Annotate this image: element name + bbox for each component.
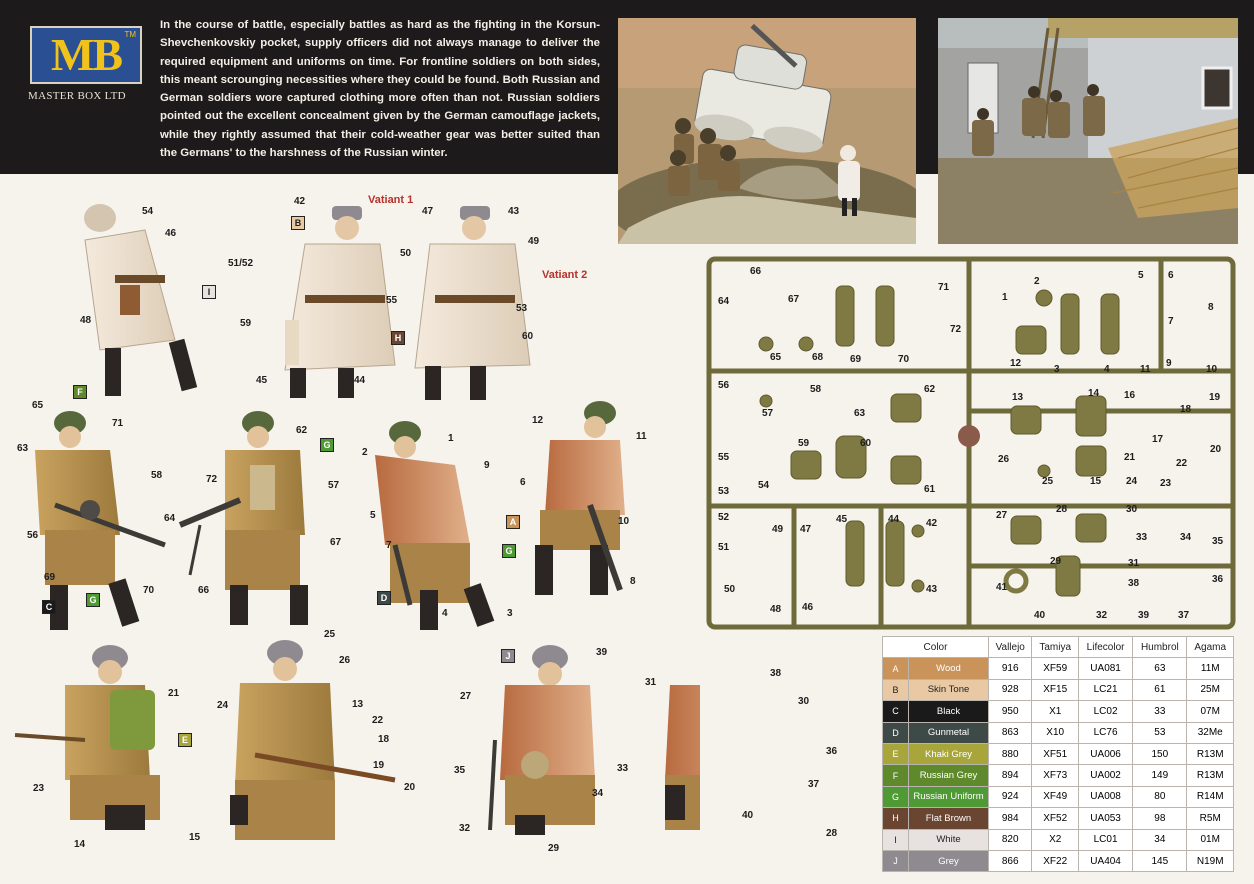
sprue-part-number: 7 bbox=[1168, 316, 1174, 327]
callout-number: 1 bbox=[448, 433, 454, 444]
color-name: Grey bbox=[909, 850, 989, 871]
color-name: Khaki Grey bbox=[909, 743, 989, 764]
tamiya-code: XF52 bbox=[1032, 808, 1079, 829]
color-row bbox=[883, 701, 1234, 722]
color-name: Gunmetal bbox=[909, 722, 989, 743]
tamiya-code: XF15 bbox=[1032, 679, 1079, 700]
sprue-part-number: 10 bbox=[1206, 364, 1218, 375]
sprue-part-number: 65 bbox=[770, 352, 782, 363]
humbrol-code: 33 bbox=[1133, 701, 1187, 722]
color-name: Wood bbox=[909, 658, 989, 679]
callout-number: 60 bbox=[522, 331, 534, 342]
agama-code: R5M bbox=[1187, 808, 1234, 829]
sprue-part-number: 72 bbox=[950, 324, 962, 335]
agama-code: R13M bbox=[1187, 743, 1234, 764]
vallejo-code: 950 bbox=[989, 701, 1032, 722]
header-tamiya: Tamiya bbox=[1032, 637, 1079, 658]
color-letter: D bbox=[883, 722, 909, 743]
callout-number: 30 bbox=[798, 696, 810, 707]
humbrol-code: 150 bbox=[1133, 743, 1187, 764]
sprue-part-number: 4 bbox=[1104, 364, 1110, 375]
callout-number: 67 bbox=[330, 537, 342, 548]
sprue-part-number: 53 bbox=[718, 486, 730, 497]
color-chip-h: H bbox=[391, 331, 405, 345]
sprue-part-number: 15 bbox=[1090, 476, 1102, 487]
color-chip-d: D bbox=[377, 591, 391, 605]
sprue-part-number: 41 bbox=[996, 582, 1008, 593]
sprue-part-number: 14 bbox=[1088, 388, 1100, 399]
callout-number: 33 bbox=[617, 763, 629, 774]
humbrol-code: 53 bbox=[1133, 722, 1187, 743]
sprue-part-number: 52 bbox=[718, 512, 730, 523]
sprue-part-number: 58 bbox=[810, 384, 822, 395]
sprue-part-number: 70 bbox=[898, 354, 910, 365]
callout-number: 21 bbox=[168, 688, 180, 699]
callout-number: 13 bbox=[352, 699, 364, 710]
callout-number: 8 bbox=[630, 576, 636, 587]
callout-number: 72 bbox=[206, 474, 218, 485]
sprue-part-number: 20 bbox=[1210, 444, 1222, 455]
sprue-part-number: 34 bbox=[1180, 532, 1192, 543]
color-row bbox=[883, 786, 1234, 807]
agama-code: R14M bbox=[1187, 786, 1234, 807]
sprue-part-number: 39 bbox=[1138, 610, 1150, 621]
callout-number: 34 bbox=[592, 788, 604, 799]
callout-number: 20 bbox=[404, 782, 416, 793]
humbrol-code: 98 bbox=[1133, 808, 1187, 829]
sprue-part-number: 63 bbox=[854, 408, 866, 419]
lifecolor-code: LC01 bbox=[1078, 829, 1132, 850]
color-chip-f: F bbox=[73, 385, 87, 399]
sprue-part-number: 19 bbox=[1209, 392, 1221, 403]
sprue-part-number: 21 bbox=[1124, 452, 1136, 463]
humbrol-code: 34 bbox=[1133, 829, 1187, 850]
callout-number: 63 bbox=[17, 443, 29, 454]
sprue-part-number: 54 bbox=[758, 480, 770, 491]
sprue-part-number: 32 bbox=[1096, 610, 1108, 621]
sprue-part-number: 29 bbox=[1050, 556, 1062, 567]
callout-number: 37 bbox=[808, 779, 820, 790]
tamiya-code: XF22 bbox=[1032, 850, 1079, 871]
agama-code: 11M bbox=[1187, 658, 1234, 679]
callout-number: 55 bbox=[386, 295, 398, 306]
header-humbrol: Humbrol bbox=[1133, 637, 1187, 658]
callout-number: 29 bbox=[548, 843, 560, 854]
sprue-part-number: 57 bbox=[762, 408, 774, 419]
callout-number: 23 bbox=[33, 783, 45, 794]
sprue-part-number: 1 bbox=[1002, 292, 1008, 303]
sprue-part-number: 64 bbox=[718, 296, 730, 307]
callout-number: 3 bbox=[507, 608, 513, 619]
paint-color-table bbox=[882, 636, 1234, 872]
sprue-part-number: 59 bbox=[798, 438, 810, 449]
callout-number: 35 bbox=[454, 765, 466, 776]
humbrol-code: 63 bbox=[1133, 658, 1187, 679]
callout-number: 65 bbox=[32, 400, 44, 411]
color-letter: B bbox=[883, 679, 909, 700]
vallejo-code: 984 bbox=[989, 808, 1032, 829]
sprue-part-number: 12 bbox=[1010, 358, 1022, 369]
vallejo-code: 863 bbox=[989, 722, 1032, 743]
color-name: Skin Tone bbox=[909, 679, 989, 700]
tamiya-code: XF73 bbox=[1032, 765, 1079, 786]
sprue-part-number: 28 bbox=[1056, 504, 1068, 515]
callout-number: 58 bbox=[151, 470, 163, 481]
header-color: Color bbox=[883, 637, 989, 658]
callout-number: 18 bbox=[378, 734, 390, 745]
callout-number: 51/52 bbox=[228, 258, 254, 269]
sprue-part-number: 36 bbox=[1212, 574, 1224, 585]
callout-number: 14 bbox=[74, 839, 86, 850]
color-chip-i: I bbox=[202, 285, 216, 299]
color-name: Russian Grey bbox=[909, 765, 989, 786]
callout-number: 5 bbox=[370, 510, 376, 521]
sprue-part-number: 60 bbox=[860, 438, 872, 449]
sprue-part-number: 37 bbox=[1178, 610, 1190, 621]
color-chip-g-3: G bbox=[502, 544, 516, 558]
sprue-part-number: 26 bbox=[998, 454, 1010, 465]
sprue-part-number: 48 bbox=[770, 604, 782, 615]
agama-code: 25M bbox=[1187, 679, 1234, 700]
sprue-part-number: 69 bbox=[850, 354, 862, 365]
sprue-part-number: 23 bbox=[1160, 478, 1172, 489]
color-row bbox=[883, 658, 1234, 679]
color-letter: H bbox=[883, 808, 909, 829]
callout-number: 12 bbox=[532, 415, 544, 426]
humbrol-code: 149 bbox=[1133, 765, 1187, 786]
callout-number: 64 bbox=[164, 513, 176, 524]
tamiya-code: X1 bbox=[1032, 701, 1079, 722]
header-lifecolor: Lifecolor bbox=[1078, 637, 1132, 658]
color-name: Black bbox=[909, 701, 989, 722]
sprue-part-number: 9 bbox=[1166, 358, 1172, 369]
color-row bbox=[883, 850, 1234, 871]
vallejo-code: 928 bbox=[989, 679, 1032, 700]
lifecolor-code: LC21 bbox=[1078, 679, 1132, 700]
callout-number: 26 bbox=[339, 655, 351, 666]
color-name: Flat Brown bbox=[909, 808, 989, 829]
vallejo-code: 880 bbox=[989, 743, 1032, 764]
color-letter: I bbox=[883, 829, 909, 850]
sprue-part-number: 35 bbox=[1212, 536, 1224, 547]
color-row bbox=[883, 743, 1234, 764]
sprue-part-number: 45 bbox=[836, 514, 848, 525]
color-row bbox=[883, 722, 1234, 743]
callout-number: 44 bbox=[354, 375, 366, 386]
humbrol-code: 145 bbox=[1133, 850, 1187, 871]
callout-number: 2 bbox=[362, 447, 368, 458]
callout-number: 42 bbox=[294, 196, 306, 207]
callout-number: 22 bbox=[372, 715, 384, 726]
tamiya-code: XF51 bbox=[1032, 743, 1079, 764]
sprue-part-number: 11 bbox=[1140, 364, 1151, 375]
agama-code: N19M bbox=[1187, 850, 1234, 871]
sprue-part-number: 8 bbox=[1208, 302, 1214, 313]
callout-number: 48 bbox=[80, 315, 92, 326]
sprue-part-number: 30 bbox=[1126, 504, 1138, 515]
color-letter: E bbox=[883, 743, 909, 764]
header-agama: Agama bbox=[1187, 637, 1234, 658]
lifecolor-code: UA002 bbox=[1078, 765, 1132, 786]
callout-number: 10 bbox=[618, 516, 630, 527]
callout-number: 46 bbox=[165, 228, 177, 239]
callout-number: 38 bbox=[770, 668, 782, 679]
sprue-part-number: 66 bbox=[750, 266, 762, 277]
color-letter: A bbox=[883, 658, 909, 679]
color-chip-j: J bbox=[501, 649, 515, 663]
callout-number: 24 bbox=[217, 700, 229, 711]
sprue-part-number: 25 bbox=[1042, 476, 1054, 487]
sprue-part-number: 27 bbox=[996, 510, 1008, 521]
color-chip-g-1: G bbox=[320, 438, 334, 452]
variant-2-label: Vatiant 2 bbox=[542, 269, 588, 281]
color-chip-c: C bbox=[42, 600, 56, 614]
callout-number: 39 bbox=[596, 647, 608, 658]
diorama-photo-house bbox=[938, 18, 1238, 244]
sprue-part-number: 62 bbox=[924, 384, 936, 395]
sprue-part-number: 43 bbox=[926, 584, 938, 595]
color-chip-e: E bbox=[178, 733, 192, 747]
sprue-part-number: 50 bbox=[724, 584, 736, 595]
tamiya-code: XF49 bbox=[1032, 786, 1079, 807]
callout-number: 43 bbox=[508, 206, 520, 217]
vallejo-code: 924 bbox=[989, 786, 1032, 807]
lifecolor-code: UA404 bbox=[1078, 850, 1132, 871]
vallejo-code: 820 bbox=[989, 829, 1032, 850]
color-name: White bbox=[909, 829, 989, 850]
sprue-part-number: 6 bbox=[1168, 270, 1174, 281]
sprue-part-number: 61 bbox=[924, 484, 936, 495]
tamiya-code: X2 bbox=[1032, 829, 1079, 850]
sprue-part-number: 38 bbox=[1128, 578, 1140, 589]
variant-1-label: Vatiant 1 bbox=[368, 194, 414, 206]
callout-number: 9 bbox=[484, 460, 490, 471]
company-name: MASTER BOX LTD bbox=[28, 90, 126, 102]
intro-text: In the course of battle, especially battles as hard as the fighting in the Korsun-Shevchenkovskiy pocket, supply officers did not always manage to deliver the required equipment and uniforms on time. For frontline soldiers on both sides, this meant scrounging necessities where they could be found. Both Russian and German soldiers wore captured clothing more often than not. Russian soldiers pointed out the excellent concealment given by the German camouflage jackets, while they rightly assumed that their cold-weather gear was better suited than the Germans' to the harshness of the Russian winter. bbox=[160, 19, 600, 160]
sprue-part-number: 5 bbox=[1138, 270, 1144, 281]
callout-number: 50 bbox=[400, 248, 412, 259]
sprue-part-number: 51 bbox=[718, 542, 730, 553]
color-row bbox=[883, 765, 1234, 786]
color-letter: J bbox=[883, 850, 909, 871]
sprue-part-number: 16 bbox=[1124, 390, 1136, 401]
callout-number: 57 bbox=[328, 480, 340, 491]
color-chip-a: A bbox=[506, 515, 520, 529]
callout-number: 11 bbox=[636, 431, 647, 442]
callout-number: 27 bbox=[460, 691, 472, 702]
vallejo-code: 916 bbox=[989, 658, 1032, 679]
sprue-part-number: 31 bbox=[1128, 558, 1140, 569]
color-chip-b: B bbox=[291, 216, 305, 230]
logo-mark: MB bbox=[50, 29, 122, 80]
sprue-part-number: 46 bbox=[802, 602, 814, 613]
lifecolor-code: UA008 bbox=[1078, 786, 1132, 807]
lifecolor-code: LC76 bbox=[1078, 722, 1132, 743]
soldier-figures-illustration bbox=[0, 180, 700, 884]
callout-number: 62 bbox=[296, 425, 308, 436]
vallejo-code: 866 bbox=[989, 850, 1032, 871]
agama-code: 32Me bbox=[1187, 722, 1234, 743]
callout-number: 25 bbox=[324, 629, 336, 640]
color-row bbox=[883, 679, 1234, 700]
parts-sprue-diagram bbox=[706, 256, 1236, 630]
sprue-part-number: 68 bbox=[812, 352, 824, 363]
sprue-part-number: 40 bbox=[1034, 610, 1046, 621]
sprue-part-number: 13 bbox=[1012, 392, 1024, 403]
master-box-logo bbox=[30, 26, 142, 84]
callout-number: 70 bbox=[143, 585, 155, 596]
color-letter: G bbox=[883, 786, 909, 807]
sprue-part-number: 3 bbox=[1054, 364, 1060, 375]
color-row bbox=[883, 808, 1234, 829]
sprue-part-number: 49 bbox=[772, 524, 784, 535]
lifecolor-code: LC02 bbox=[1078, 701, 1132, 722]
callout-number: 71 bbox=[112, 418, 124, 429]
callout-number: 47 bbox=[422, 206, 434, 217]
sprue-part-number: 56 bbox=[718, 380, 730, 391]
lifecolor-code: UA053 bbox=[1078, 808, 1132, 829]
callout-number: 32 bbox=[459, 823, 471, 834]
callout-number: 6 bbox=[520, 477, 526, 488]
callout-number: 36 bbox=[826, 746, 838, 757]
agama-code: 01M bbox=[1187, 829, 1234, 850]
vallejo-code: 894 bbox=[989, 765, 1032, 786]
callout-number: 19 bbox=[373, 760, 385, 771]
header-vallejo: Vallejo bbox=[989, 637, 1032, 658]
sprue-part-number: 42 bbox=[926, 518, 938, 529]
sprue-part-number: 44 bbox=[888, 514, 900, 525]
callout-number: 45 bbox=[256, 375, 268, 386]
callout-number: 53 bbox=[516, 303, 528, 314]
sprue-part-number: 2 bbox=[1034, 276, 1040, 287]
sprue-part-number: 18 bbox=[1180, 404, 1192, 415]
color-row bbox=[883, 829, 1234, 850]
callout-number: 66 bbox=[198, 585, 210, 596]
callout-number: 40 bbox=[742, 810, 754, 821]
lifecolor-code: UA081 bbox=[1078, 658, 1132, 679]
callout-number: 15 bbox=[189, 832, 201, 843]
callout-number: 28 bbox=[826, 828, 838, 839]
sprue-part-number: 24 bbox=[1126, 476, 1138, 487]
tamiya-code: XF59 bbox=[1032, 658, 1079, 679]
color-name: Russian Uniform bbox=[909, 786, 989, 807]
sprue-part-number: 71 bbox=[938, 282, 950, 293]
callout-number: 54 bbox=[142, 206, 154, 217]
tamiya-code: X10 bbox=[1032, 722, 1079, 743]
sprue-part-number: 22 bbox=[1176, 458, 1188, 469]
sprue-part-number: 17 bbox=[1152, 434, 1164, 445]
color-letter: F bbox=[883, 765, 909, 786]
agama-code: R13M bbox=[1187, 765, 1234, 786]
sprue-part-number: 55 bbox=[718, 452, 730, 463]
sprue-part-number: 33 bbox=[1136, 532, 1148, 543]
humbrol-code: 80 bbox=[1133, 786, 1187, 807]
callout-number: 4 bbox=[442, 608, 448, 619]
color-chip-g-2: G bbox=[86, 593, 100, 607]
lifecolor-code: UA006 bbox=[1078, 743, 1132, 764]
callout-number: 56 bbox=[27, 530, 39, 541]
sprue-part-number: 47 bbox=[800, 524, 812, 535]
callout-number: 59 bbox=[240, 318, 252, 329]
sprue-part-number: 67 bbox=[788, 294, 800, 305]
callout-number: 7 bbox=[386, 540, 392, 551]
logo-trademark: TM bbox=[124, 30, 136, 39]
callout-number: 49 bbox=[528, 236, 540, 247]
humbrol-code: 61 bbox=[1133, 679, 1187, 700]
agama-code: 07M bbox=[1187, 701, 1234, 722]
callout-number: 69 bbox=[44, 572, 56, 583]
color-letter: C bbox=[883, 701, 909, 722]
callout-number: 31 bbox=[645, 677, 657, 688]
